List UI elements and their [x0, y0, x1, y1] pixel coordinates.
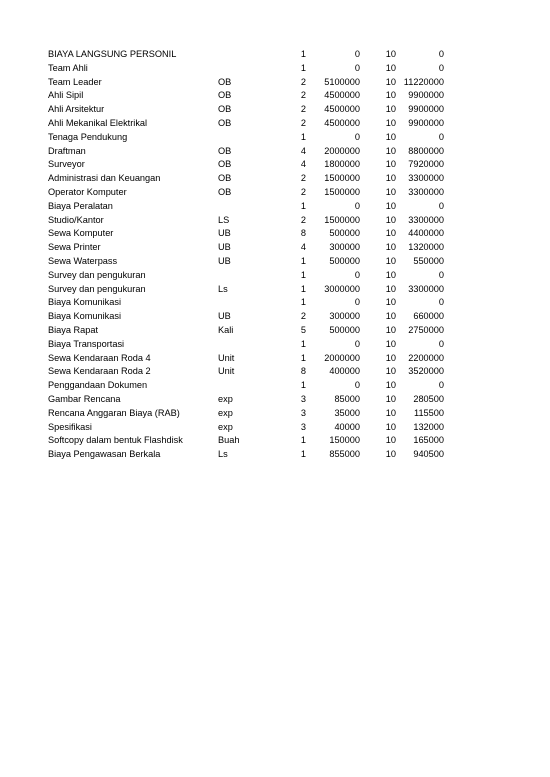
unit-price-cell: 855000 — [329, 449, 360, 460]
total-cell: 3300000 — [408, 283, 444, 294]
description-cell: Sewa Kendaraan Roda 4 — [48, 352, 151, 363]
percent-cell: 10 — [385, 324, 396, 335]
table-row — [48, 393, 448, 407]
description-cell: Biaya Komunikasi — [48, 311, 122, 322]
description-cell: Team Ahli — [48, 62, 88, 73]
description-cell: Biaya Komunikasi — [48, 297, 122, 308]
unit-cell: UB — [218, 228, 231, 239]
table-row — [48, 241, 448, 255]
unit-price-cell: 0 — [354, 297, 360, 308]
unit-price-cell: 4500000 — [324, 104, 360, 115]
quantity-cell: 1 — [300, 380, 306, 391]
unit-price-cell: 3000000 — [324, 283, 360, 294]
total-cell: 1320000 — [408, 242, 444, 253]
unit-price-cell: 1500000 — [324, 214, 360, 225]
table-row — [48, 352, 448, 366]
unit-cell: OB — [218, 159, 232, 170]
table-row — [48, 172, 448, 186]
description-cell: Surveyor — [48, 159, 85, 170]
unit-price-cell: 0 — [354, 49, 360, 59]
percent-cell: 10 — [385, 159, 396, 170]
quantity-cell: 1 — [300, 269, 306, 280]
table-row — [48, 158, 448, 172]
quantity-cell: 3 — [300, 407, 306, 418]
description-cell: Biaya Transportasi — [48, 338, 125, 349]
description-cell: Biaya Peralatan — [48, 200, 113, 211]
quantity-cell: 1 — [300, 62, 306, 73]
unit-price-cell: 1500000 — [324, 186, 360, 197]
quantity-cell: 4 — [300, 159, 306, 170]
percent-cell: 10 — [385, 242, 396, 253]
description-cell: Studio/Kantor — [48, 214, 104, 225]
unit-price-cell: 300000 — [329, 242, 360, 253]
percent-cell: 10 — [385, 90, 396, 101]
table-row — [48, 76, 448, 90]
description-cell: Ahli Sipil — [48, 90, 84, 101]
percent-cell: 10 — [385, 76, 396, 87]
percent-cell: 10 — [385, 366, 396, 377]
quantity-cell: 2 — [300, 90, 306, 101]
quantity-cell: 1 — [300, 283, 306, 294]
description-cell: Draftman — [48, 145, 86, 156]
description-cell: Survey dan pengukuran — [48, 269, 146, 280]
percent-cell: 10 — [385, 269, 396, 280]
total-cell: 9900000 — [408, 117, 444, 128]
total-cell: 0 — [438, 200, 444, 211]
unit-price-cell: 400000 — [329, 366, 360, 377]
total-cell: 3300000 — [408, 173, 444, 184]
quantity-cell: 2 — [300, 104, 306, 115]
unit-cell: UB — [218, 311, 231, 322]
unit-price-cell: 40000 — [334, 421, 360, 432]
description-cell: Spesifikasi — [48, 421, 92, 432]
percent-cell: 10 — [385, 255, 396, 266]
total-cell: 165000 — [413, 435, 444, 446]
unit-price-cell: 4500000 — [324, 117, 360, 128]
percent-cell: 10 — [385, 435, 396, 446]
quantity-cell: 8 — [300, 228, 306, 239]
table-row — [48, 214, 448, 228]
table-row — [48, 448, 448, 462]
table-row — [48, 283, 448, 297]
description-cell: Ahli Arsitektur — [48, 104, 105, 115]
total-cell: 3520000 — [408, 366, 444, 377]
table-row — [48, 255, 448, 269]
quantity-cell: 1 — [300, 131, 306, 142]
table-row — [48, 365, 448, 379]
description-cell: Sewa Kendaraan Roda 2 — [48, 366, 151, 377]
percent-cell: 10 — [385, 380, 396, 391]
total-cell: 0 — [438, 62, 444, 73]
percent-cell: 10 — [385, 62, 396, 73]
table-row — [48, 310, 448, 324]
total-cell: 8800000 — [408, 145, 444, 156]
percent-cell: 10 — [385, 214, 396, 225]
percent-cell: 10 — [385, 117, 396, 128]
table-row — [48, 434, 448, 448]
table-row — [48, 296, 448, 310]
quantity-cell: 2 — [300, 311, 306, 322]
cost-table — [48, 48, 448, 462]
total-cell: 0 — [438, 338, 444, 349]
percent-cell: 10 — [385, 449, 396, 460]
unit-price-cell: 0 — [354, 131, 360, 142]
description-cell: Sewa Komputer — [48, 228, 114, 239]
percent-cell: 10 — [385, 283, 396, 294]
percent-cell: 10 — [385, 228, 396, 239]
unit-cell: OB — [218, 117, 232, 128]
table-row — [48, 407, 448, 421]
percent-cell: 10 — [385, 393, 396, 404]
total-cell: 7920000 — [408, 159, 444, 170]
unit-cell: LS — [218, 214, 230, 225]
unit-cell: Kali — [218, 324, 234, 335]
unit-price-cell: 500000 — [329, 228, 360, 239]
total-cell: 0 — [438, 380, 444, 391]
unit-cell: Unit — [218, 352, 235, 363]
unit-cell: OB — [218, 104, 232, 115]
quantity-cell: 8 — [300, 366, 306, 377]
unit-price-cell: 0 — [354, 380, 360, 391]
total-cell: 3300000 — [408, 214, 444, 225]
table-row — [48, 62, 448, 76]
description-cell: Sewa Printer — [48, 242, 101, 253]
unit-cell: OB — [218, 173, 232, 184]
total-cell: 550000 — [413, 255, 444, 266]
description-cell: Survey dan pengukuran — [48, 283, 146, 294]
quantity-cell: 1 — [300, 435, 306, 446]
quantity-cell: 1 — [300, 297, 306, 308]
total-cell: 0 — [438, 49, 444, 59]
unit-cell: UB — [218, 242, 231, 253]
percent-cell: 10 — [385, 49, 396, 59]
percent-cell: 10 — [385, 407, 396, 418]
description-cell: Ahli Mekanikal Elektrikal — [48, 117, 148, 128]
percent-cell: 10 — [385, 173, 396, 184]
total-cell: 9900000 — [408, 104, 444, 115]
unit-price-cell: 5100000 — [324, 76, 360, 87]
unit-price-cell: 0 — [354, 62, 360, 73]
unit-price-cell: 300000 — [329, 311, 360, 322]
unit-cell: OB — [218, 145, 232, 156]
unit-price-cell: 500000 — [329, 324, 360, 335]
description-cell: Operator Komputer — [48, 186, 127, 197]
total-cell: 4400000 — [408, 228, 444, 239]
description-cell: Administrasi dan Keuangan — [48, 173, 161, 184]
percent-cell: 10 — [385, 200, 396, 211]
total-cell: 0 — [438, 269, 444, 280]
total-cell: 2200000 — [408, 352, 444, 363]
unit-cell: exp — [218, 393, 233, 404]
percent-cell: 10 — [385, 311, 396, 322]
quantity-cell: 1 — [300, 449, 306, 460]
description-cell: Sewa Waterpass — [48, 255, 118, 266]
percent-cell: 10 — [385, 297, 396, 308]
quantity-cell: 3 — [300, 393, 306, 404]
total-cell: 0 — [438, 297, 444, 308]
unit-cell: Unit — [218, 366, 235, 377]
total-cell: 132000 — [413, 421, 444, 432]
table-row — [48, 338, 448, 352]
unit-cell: OB — [218, 90, 232, 101]
table-row — [48, 200, 448, 214]
description-cell: Rencana Anggaran Biaya (RAB) — [48, 407, 180, 418]
table-row — [48, 186, 448, 200]
quantity-cell: 1 — [300, 255, 306, 266]
quantity-cell: 4 — [300, 242, 306, 253]
unit-cell: UB — [218, 255, 231, 266]
quantity-cell: 5 — [300, 324, 306, 335]
total-cell: 0 — [438, 131, 444, 142]
percent-cell: 10 — [385, 145, 396, 156]
table-row — [48, 324, 448, 338]
table-row — [48, 145, 448, 159]
unit-price-cell: 0 — [354, 338, 360, 349]
percent-cell: 10 — [385, 131, 396, 142]
unit-cell: exp — [218, 421, 233, 432]
percent-cell: 10 — [385, 338, 396, 349]
total-cell: 3300000 — [408, 186, 444, 197]
unit-price-cell: 0 — [354, 269, 360, 280]
description-cell: Team Leader — [48, 76, 102, 87]
total-cell: 2750000 — [408, 324, 444, 335]
unit-price-cell: 1500000 — [324, 173, 360, 184]
table-row — [48, 89, 448, 103]
description-cell: Biaya Rapat — [48, 324, 99, 335]
table-row — [48, 48, 448, 62]
unit-price-cell: 85000 — [334, 393, 360, 404]
description-cell: Softcopy dalam bentuk Flashdisk — [48, 435, 183, 446]
percent-cell: 10 — [385, 186, 396, 197]
quantity-cell: 1 — [300, 49, 306, 59]
percent-cell: 10 — [385, 421, 396, 432]
unit-price-cell: 1800000 — [324, 159, 360, 170]
percent-cell: 10 — [385, 104, 396, 115]
quantity-cell: 3 — [300, 421, 306, 432]
table-row — [48, 421, 448, 435]
quantity-cell: 2 — [300, 117, 306, 128]
unit-price-cell: 2000000 — [324, 145, 360, 156]
percent-cell: 10 — [385, 352, 396, 363]
description-cell: Penggandaan Dokumen — [48, 380, 148, 391]
quantity-cell: 4 — [300, 145, 306, 156]
total-cell: 940500 — [413, 449, 444, 460]
table-row — [48, 227, 448, 241]
unit-cell: OB — [218, 76, 232, 87]
unit-cell: Ls — [218, 283, 228, 294]
quantity-cell: 1 — [300, 200, 306, 211]
unit-price-cell: 35000 — [334, 407, 360, 418]
quantity-cell: 1 — [300, 352, 306, 363]
total-cell: 660000 — [413, 311, 444, 322]
unit-cell: Ls — [218, 449, 228, 460]
table-row — [48, 131, 448, 145]
unit-price-cell: 2000000 — [324, 352, 360, 363]
quantity-cell: 2 — [300, 76, 306, 87]
description-cell: Biaya Pengawasan Berkala — [48, 449, 161, 460]
quantity-cell: 2 — [300, 214, 306, 225]
description-cell: Tenaga Pendukung — [48, 131, 128, 142]
quantity-cell: 1 — [300, 338, 306, 349]
quantity-cell: 2 — [300, 173, 306, 184]
description-cell: BIAYA LANGSUNG PERSONIL — [48, 49, 177, 59]
unit-price-cell: 150000 — [329, 435, 360, 446]
unit-price-cell: 4500000 — [324, 90, 360, 101]
total-cell: 11220000 — [403, 76, 444, 87]
total-cell: 280500 — [413, 393, 444, 404]
total-cell: 115500 — [414, 407, 444, 418]
table-row — [48, 379, 448, 393]
unit-price-cell: 500000 — [329, 255, 360, 266]
unit-cell: exp — [218, 407, 233, 418]
table-row — [48, 117, 448, 131]
description-cell: Gambar Rencana — [48, 393, 121, 404]
total-cell: 9900000 — [408, 90, 444, 101]
table-row — [48, 269, 448, 283]
unit-price-cell: 0 — [354, 200, 360, 211]
unit-cell: OB — [218, 186, 232, 197]
table-row — [48, 103, 448, 117]
quantity-cell: 2 — [300, 186, 306, 197]
unit-cell: Buah — [218, 435, 240, 446]
